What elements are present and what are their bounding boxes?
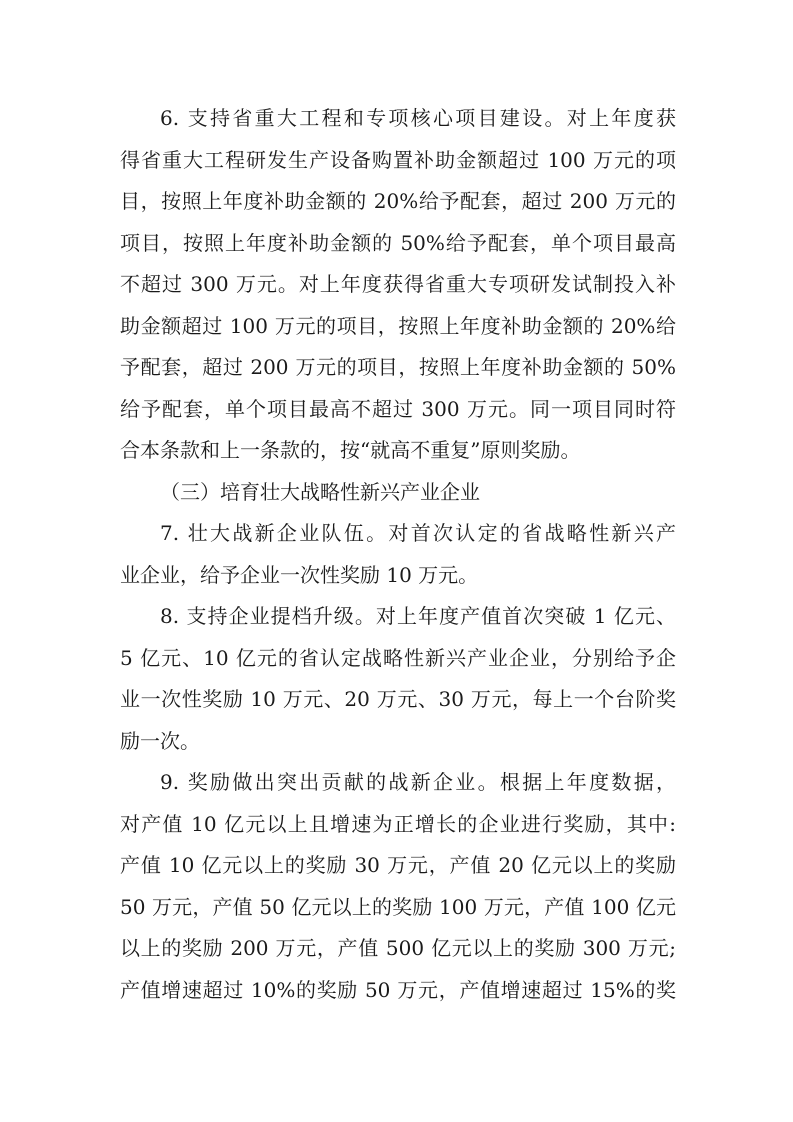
text-line: 8. 支持企业提档升级。对上年度产值首次突破 1 亿元、 <box>160 604 676 628</box>
text-line: 项目，按照上年度补助金额的 50%给予配套，单个项目最高 <box>120 231 676 255</box>
section-heading: （三）培育壮大战略性新兴产业企业 <box>160 480 480 504</box>
text-line: 业企业，给予企业一次性奖励 10 万元。 <box>120 563 479 587</box>
text-line: 50 万元，产值 50 亿元以上的奖励 100 万元，产值 100 亿元 <box>120 895 676 919</box>
text-line: 得省重大工程研发生产设备购置补助金额超过 100 万元的项 <box>120 148 676 172</box>
text-line: 予配套，超过 200 万元的项目，按照上年度补助金额的 50% <box>120 355 676 379</box>
text-line: 对产值 10 亿元以上且增速为正增长的企业进行奖励，其中: <box>120 812 676 836</box>
text-line: 不超过 300 万元。对上年度获得省重大专项研发试制投入补 <box>120 272 676 296</box>
text-line: 业一次性奖励 10 万元、20 万元、30 万元，每上一个台阶奖 <box>120 687 676 711</box>
text-line: 9. 奖励做出突出贡献的战新企业。根据上年度数据， <box>160 770 676 794</box>
text-line: 目，按照上年度补助金额的 20%给予配套，超过 200 万元的 <box>120 189 676 213</box>
text-line: 产值 10 亿元以上的奖励 30 万元，产值 20 亿元以上的奖励 <box>120 853 676 877</box>
text-line: 以上的奖励 200 万元，产值 500 亿元以上的奖励 300 万元; <box>120 936 676 960</box>
text-line: 给予配套，单个项目最高不超过 300 万元。同一项目同时符 <box>120 397 676 421</box>
text-line: 助金额超过 100 万元的项目，按照上年度补助金额的 20%给 <box>120 314 676 338</box>
text-line: 合本条款和上一条款的，按“就高不重复”原则奖励。 <box>120 438 581 462</box>
text-line: 励一次。 <box>120 729 200 753</box>
text-line: 7. 壮大战新企业队伍。对首次认定的省战略性新兴产 <box>160 521 676 545</box>
text-line: 6. 支持省重大工程和专项核心项目建设。对上年度获 <box>160 106 676 130</box>
text-line: 产值增速超过 10%的奖励 50 万元，产值增速超过 15%的奖 <box>120 978 676 1002</box>
text-line: 5 亿元、10 亿元的省认定战略性新兴产业企业，分别给予企 <box>120 646 676 670</box>
